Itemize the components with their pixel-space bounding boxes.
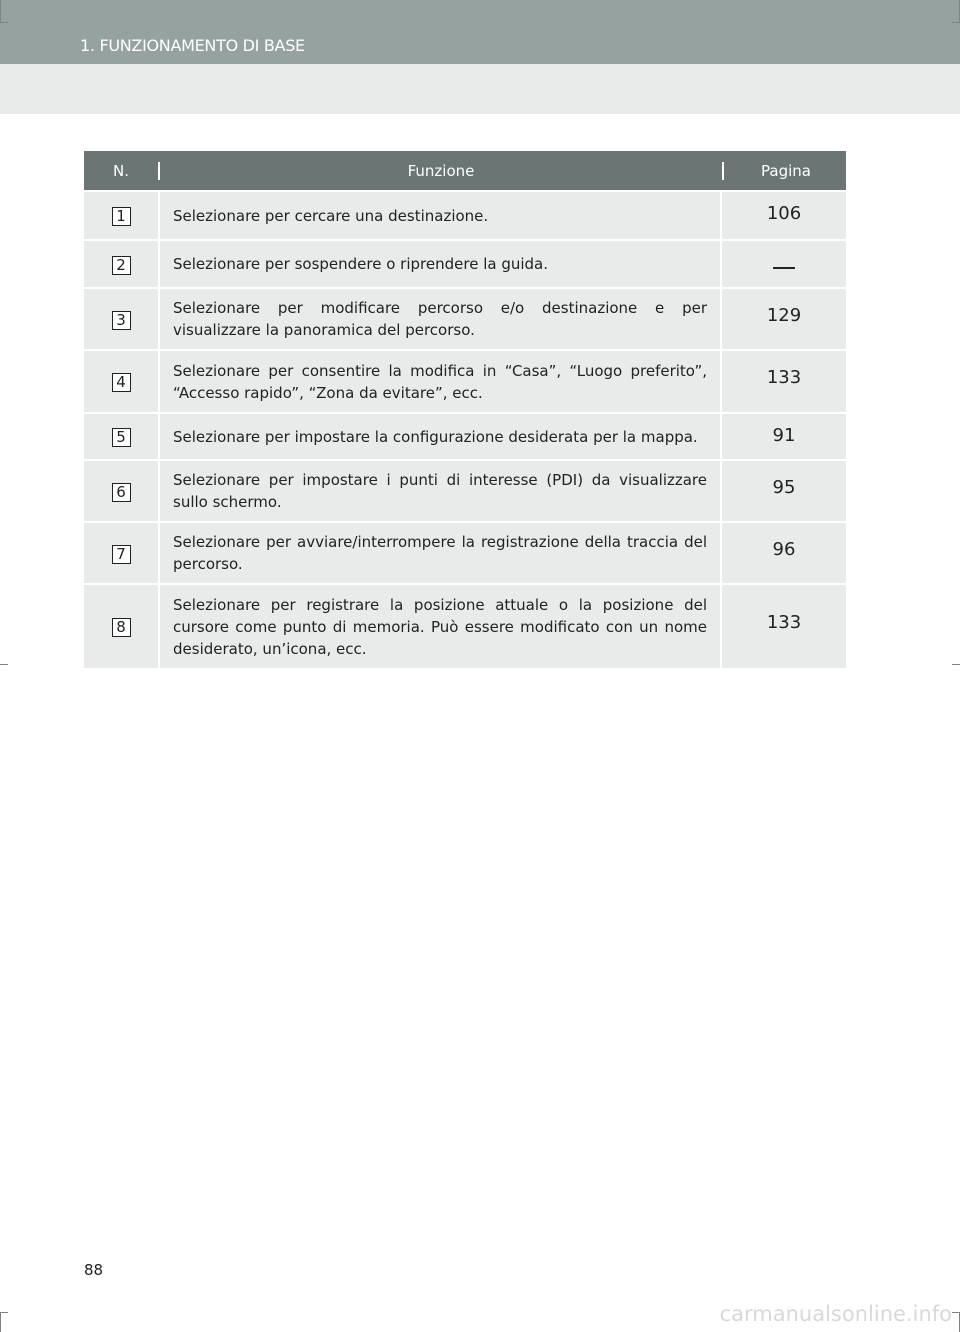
function-text: Selezionare per avviare/interrompere la registrazione della traccia del percorso. <box>173 533 707 573</box>
table-row <box>84 521 846 583</box>
row-number-badge: 5 <box>112 428 131 447</box>
crop-mark <box>0 22 8 23</box>
table-row <box>84 239 846 287</box>
crop-mark <box>952 664 960 665</box>
function-text: Selezionare per impostare la configurazione desiderata per la mappa. <box>173 427 698 446</box>
table-row <box>84 459 846 521</box>
no-page-dash <box>773 267 795 269</box>
table-row <box>84 287 846 349</box>
watermark: carmanualsonline.info <box>719 1302 952 1326</box>
page-reference: 129 <box>766 305 802 326</box>
crop-mark <box>0 1312 8 1313</box>
function-text: Selezionare per cercare una destinazione. <box>173 206 489 225</box>
header-band <box>0 64 960 114</box>
row-number-badge: 2 <box>112 256 131 275</box>
page-reference: 91 <box>772 425 796 446</box>
row-number-badge: 7 <box>112 545 131 564</box>
function-text: Selezionare per registrare la posizione attuale o la posizione del cursore come punto di memoria. Può essere modificato con un nome desiderato, un’icona, ecc. <box>173 595 707 658</box>
page-number: 88 <box>84 1261 104 1279</box>
table-row <box>84 349 846 412</box>
crop-mark <box>952 1312 960 1313</box>
row-number-badge: 3 <box>112 311 131 330</box>
function-text: Selezionare per impostare i punti di interesse (PDI) da visualizzare sullo schermo. <box>173 471 707 511</box>
page-reference: 95 <box>772 477 796 498</box>
column-header-function: Funzione <box>160 162 724 180</box>
row-number-badge: 4 <box>112 373 131 392</box>
section-title: 1. FUNZIONAMENTO DI BASE <box>80 36 305 55</box>
table-row <box>84 190 846 239</box>
crop-mark <box>952 22 960 23</box>
crop-mark <box>0 0 1 22</box>
table-header <box>84 151 846 190</box>
page-reference: 133 <box>766 367 802 388</box>
function-text: Selezionare per consentire la modifica in “Casa”, “Luogo preferito”, “Accesso rapido”, “Zona da evitare”, ecc. <box>173 361 707 402</box>
page-reference: 133 <box>766 612 802 633</box>
crop-mark <box>0 664 8 665</box>
page-reference: 96 <box>772 539 796 560</box>
function-text: Selezionare per sospendere o riprendere la guida. <box>173 255 548 273</box>
row-number-badge: 8 <box>112 618 131 637</box>
table-row <box>84 583 846 668</box>
table-row <box>84 412 846 459</box>
column-header-page: Pagina <box>761 161 811 180</box>
row-number-badge: 6 <box>112 483 131 502</box>
row-number-badge: 1 <box>112 207 131 226</box>
column-header-number: N. <box>84 162 160 180</box>
crop-mark <box>0 1312 1 1332</box>
page-reference: 106 <box>766 203 802 224</box>
function-table <box>84 151 846 668</box>
function-text: Selezionare per modificare percorso e/o destinazione e per visualizzare la panoramica del percorso. <box>173 299 707 339</box>
